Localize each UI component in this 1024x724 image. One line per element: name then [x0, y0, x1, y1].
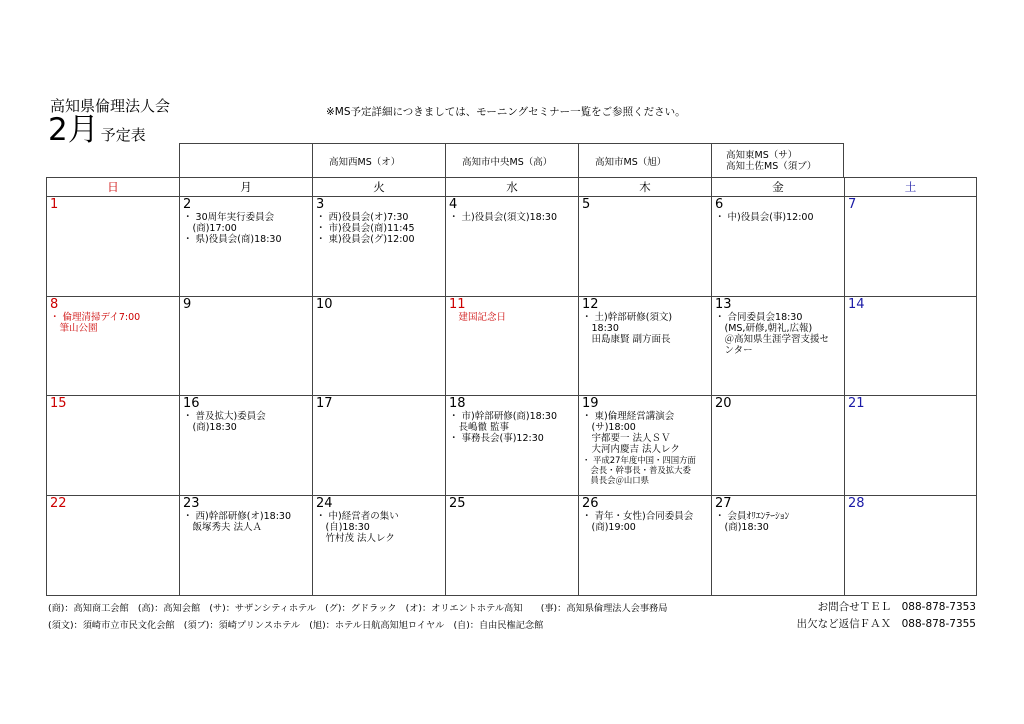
day-number: 1	[50, 197, 59, 212]
day-number: 19	[582, 396, 599, 411]
day-number: 27	[715, 495, 732, 511]
day-cell	[313, 396, 446, 496]
day-number: 25	[449, 495, 466, 511]
event-item: ・ 東)倫理経営講演会 (サ)18:00 宇都要一 法人ＳＶ 大河内慶吉 法人レク	[582, 411, 680, 455]
organization-title: 高知県倫理法人会	[50, 97, 171, 115]
day-number: 28	[848, 495, 865, 511]
day-number: 24	[316, 495, 333, 511]
day-cell	[47, 197, 180, 297]
day-cell	[712, 496, 845, 596]
weekday-wed: 水	[446, 178, 579, 197]
day-number: 11	[449, 296, 466, 312]
event-item: ・ 土)幹部研修(須文) 18:30 田島康賢 副方面長	[582, 311, 673, 345]
day-number: 3	[316, 197, 325, 212]
event-item: ・ 合同委員会18:30 (MS,研修,朝礼,広報) ＠高知県生涯学習支援セ ンター	[715, 311, 830, 356]
ms-note: ※MS予定詳細につきましては、モーニングセミナー一覧をご参照ください。	[326, 106, 686, 118]
day-number: 14	[848, 296, 865, 312]
event-item: ・ 普及拡大)委員会 (商)18:30	[183, 411, 266, 433]
event-item: ・ 事務長会(事)12:30	[449, 433, 544, 444]
day-cell	[313, 297, 446, 397]
weekday-sat: 土	[845, 178, 976, 197]
day-number: 12	[582, 296, 599, 312]
event-item: ・ 中)役員会(事)12:00	[715, 212, 814, 223]
day-cell	[845, 396, 976, 496]
event-item: ・ 土)役員会(須文)18:30	[449, 212, 558, 223]
ms-venue-row	[179, 143, 844, 177]
weekday-tue: 火	[313, 178, 446, 197]
event-item: ・ 西)幹部研修(オ)18:30 飯塚秀夫 法人Ａ	[183, 510, 292, 533]
weekday-sun: 日	[47, 178, 180, 197]
day-number: 4	[449, 197, 458, 212]
event-item: ・ 青年・女性)合同委員会 (商)19:00	[582, 510, 694, 533]
ms-cell-wed: 高知市中央MS（高）	[445, 143, 578, 177]
weekday-mon: 月	[180, 178, 313, 197]
contact-tel: お問合せＴＥＬ 088-878-7353	[817, 601, 976, 613]
day-cell	[47, 496, 180, 596]
day-cell	[446, 197, 579, 297]
venue-legend-line1: (商)：高知商工会館 (高)：高知会館 (サ)：サザンシティホテル (グ)：グドラック (オ)：オリエントホテル高知 (事)：高知県倫理法人会事務局	[48, 603, 668, 614]
day-number: 9	[183, 296, 192, 312]
ms-fri-line2: 高知土佐MS（須ブ）	[726, 160, 817, 172]
day-cell	[845, 197, 976, 297]
day-number: 6	[715, 197, 724, 212]
ms-cell-fri	[711, 143, 844, 177]
day-number: 2	[183, 197, 192, 212]
day-number: 13	[715, 296, 732, 312]
day-number: 16	[183, 396, 200, 411]
month-label: 2月	[48, 112, 99, 148]
day-cell	[47, 396, 180, 496]
event-item: ・ 平成27年度中国・四国方面 会長・幹事長・普及拡大委 員長会＠山口県	[582, 455, 696, 485]
day-cell	[180, 396, 313, 496]
event-item: ・ 市)幹部研修(商)18:30 長嶋徹 監事	[449, 411, 558, 433]
day-cell	[47, 297, 180, 397]
month-heading	[48, 113, 146, 147]
day-cell	[712, 197, 845, 297]
day-cell	[579, 496, 712, 596]
day-number: 7	[848, 197, 857, 212]
day-number: 5	[582, 197, 591, 212]
day-cell	[712, 396, 845, 496]
day-number: 18	[449, 396, 466, 411]
day-cell	[180, 297, 313, 397]
event-item: ・ 県)役員会(商)18:30	[183, 234, 282, 245]
day-cell	[313, 197, 446, 297]
weekday-fri: 金	[712, 178, 845, 197]
day-cell	[313, 496, 446, 596]
day-cell	[446, 297, 579, 397]
day-cell	[579, 396, 712, 496]
event-item: 建国記念日	[449, 311, 507, 323]
day-number: 22	[50, 495, 67, 511]
day-number: 20	[715, 396, 732, 411]
event-item: ・ 会員ｵﾘｴﾝﾃｰｼｮﾝ (商)18:30	[715, 510, 790, 533]
day-cell	[845, 297, 976, 397]
day-cell	[446, 396, 579, 496]
event-item: ・ 中)経営者の集い (自)18:30 竹村茂 法人レク	[316, 510, 399, 544]
venue-legend-line2: (須文)：須崎市立市民文化会館 (須ブ)：須崎プリンスホテル (旭)：ホテル日航高知旭ロイヤル (自)：自由民権記念館	[48, 620, 544, 631]
event-item: ・ 倫理清掃デイ7:00 筆山公園	[50, 311, 141, 334]
day-cell	[845, 496, 976, 596]
day-number: 15	[50, 396, 67, 411]
contact-fax: 出欠など返信ＦＡＸ 088-878-7355	[796, 618, 976, 630]
event-item: ・ 西)役員会(オ)7:30	[316, 212, 409, 223]
ms-cell-thu: 高知市MS（旭）	[578, 143, 711, 177]
calendar-grid	[46, 177, 977, 596]
day-number: 23	[183, 495, 200, 511]
day-cell	[579, 197, 712, 297]
day-cell	[180, 496, 313, 596]
day-number: 8	[50, 296, 59, 312]
ms-cell-tue: 高知西MS（オ）	[312, 143, 445, 177]
weekday-thu: 木	[579, 178, 712, 197]
ms-cell-mon	[179, 143, 312, 177]
day-cell	[446, 496, 579, 596]
day-number: 10	[316, 296, 333, 312]
day-number: 21	[848, 396, 865, 411]
schedule-suffix: 予定表	[100, 126, 146, 144]
day-number: 17	[316, 396, 333, 411]
event-item: ・ 30周年実行委員会 (商)17:00	[183, 212, 275, 234]
day-number: 26	[582, 495, 599, 511]
day-cell	[180, 197, 313, 297]
event-item: ・ 東)役員会(グ)12:00	[316, 234, 415, 245]
event-item: ・ 市)役員会(商)11:45	[316, 223, 415, 234]
day-cell	[579, 297, 712, 397]
ms-fri-line1: 高知東MS（サ）	[726, 149, 798, 161]
day-cell	[712, 297, 845, 397]
